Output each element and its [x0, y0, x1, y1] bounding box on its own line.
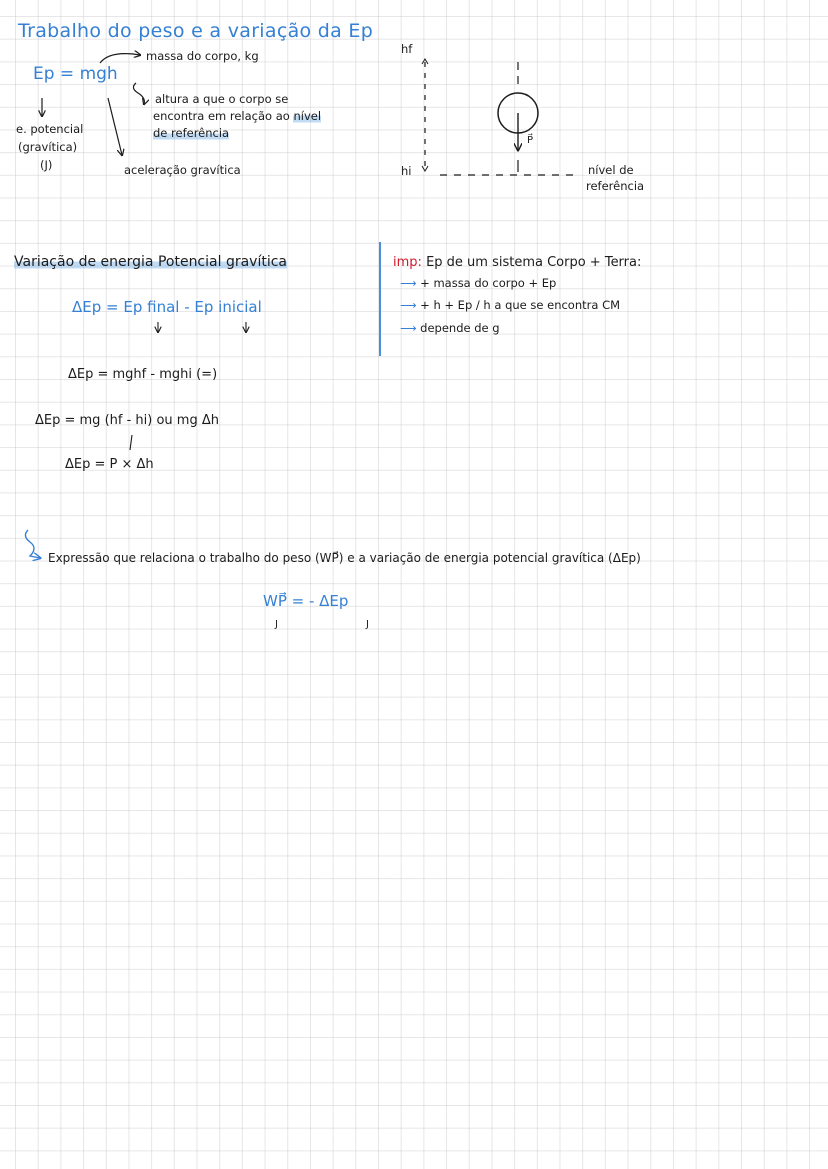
- height-label-line1: altura a que o corpo se: [155, 92, 289, 106]
- mass-label: massa do corpo, kg: [146, 49, 259, 63]
- mass-arrow-icon: [100, 54, 140, 63]
- ep-label-line3: (J): [40, 158, 53, 172]
- arrow-right-icon: ⟶: [400, 321, 417, 335]
- work-energy-formula: WP⃗ = - ΔEp: [263, 592, 349, 610]
- important-heading-text: Ep de um sistema Corpo + Terra:: [426, 255, 642, 270]
- section-title-trabalho: Trabalho do peso e a variação da Ep: [18, 20, 374, 42]
- height-label-line2-text: encontra em relação ao: [153, 109, 290, 123]
- reference-level-line2: referência: [586, 179, 645, 193]
- important-bullet-3: ⟶ depende de g: [400, 321, 500, 335]
- hf-label: hf: [401, 42, 413, 56]
- delta-ep-factored: ΔEp = mg (hf - hi) ou mg Δh: [35, 413, 219, 428]
- g-label: aceleração gravítica: [124, 163, 241, 177]
- height-squiggle-arrow-icon: [133, 83, 144, 104]
- reference-level-line1: nível de: [588, 163, 634, 177]
- ep-label-line2: (gravítica): [18, 140, 78, 154]
- section-title-variacao: Variação de energia Potencial gravítica: [14, 254, 287, 270]
- g-arrow-icon: [108, 98, 122, 155]
- arrow-right-icon: ⟶: [400, 298, 417, 312]
- delta-ep-weight: ΔEp = P × Δh: [65, 457, 154, 472]
- arrow-right-icon: ⟶: [400, 276, 417, 290]
- delta-ep-definition: ΔEp = Ep final - Ep inicial: [72, 298, 262, 316]
- unit-left: J: [275, 619, 278, 630]
- height-label-highlight: nível: [293, 109, 322, 123]
- height-label-line3: de referência: [153, 126, 230, 140]
- ep-formula: Ep = mgh: [33, 64, 118, 84]
- important-bullet-1: ⟶ + massa do corpo + Ep: [400, 276, 557, 290]
- important-tag: imp:: [393, 255, 422, 270]
- ep-label-line1: e. potencial: [16, 122, 84, 136]
- important-bullet-2: ⟶ + h + Ep / h a que se encontra CM: [400, 298, 621, 312]
- section3-squiggle-arrow-icon: [25, 530, 40, 558]
- work-energy-relation-text: Expressão que relaciona o trabalho do peso (WP⃗) e a variação de energia potencial gravítica (ΔEp): [48, 551, 641, 565]
- delta-ep-expanded: ΔEp = mghf - mghi (=): [68, 367, 218, 382]
- unit-right: J: [366, 619, 369, 630]
- hi-label: hi: [401, 164, 412, 178]
- weight-vector-label: P⃗: [527, 135, 534, 146]
